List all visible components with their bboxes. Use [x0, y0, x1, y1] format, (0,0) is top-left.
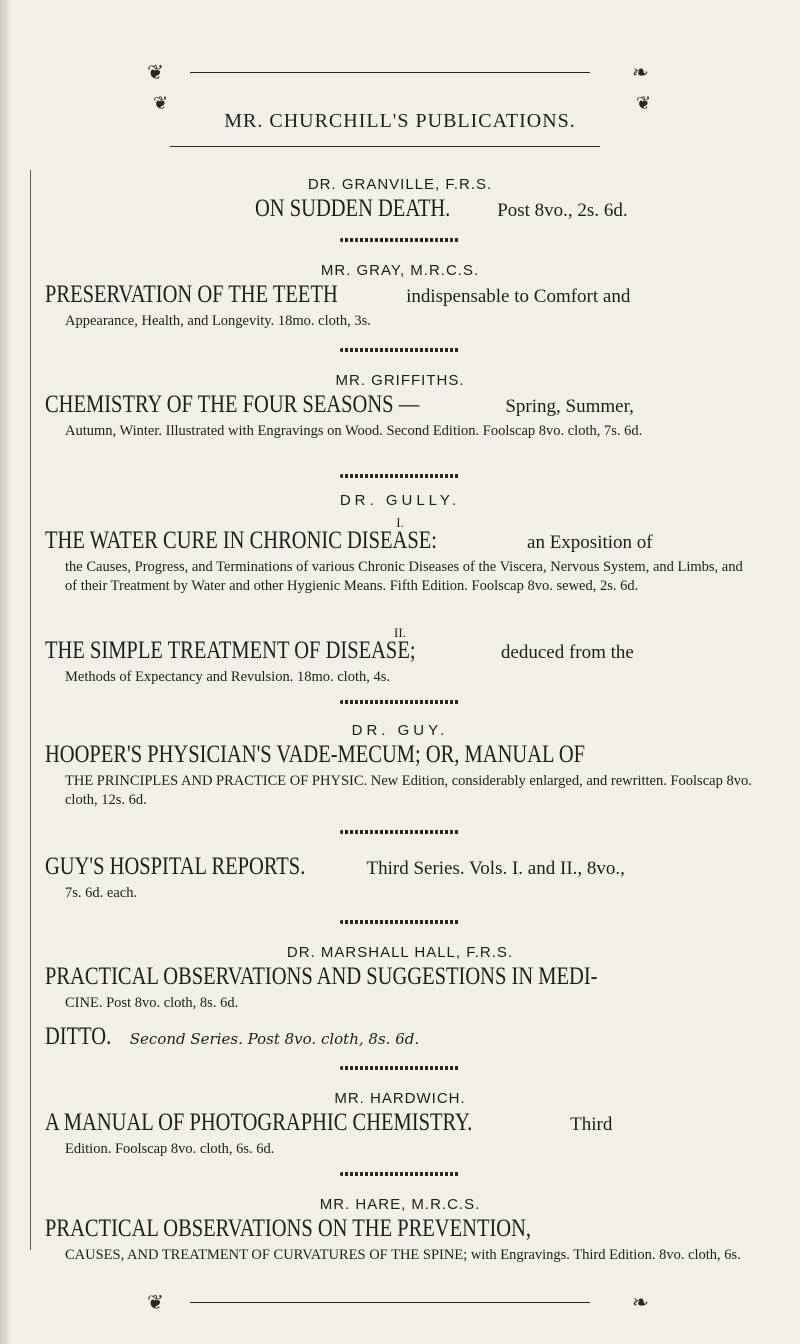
page-gutter: [0, 0, 10, 1344]
book-description: the Causes, Progress, and Terminations of various Chronic Diseases of the Viscera, Nervous System, and Limbs, and of their Treatment by Water and other Hygienic Means. Fifth Edition. Foolscap 8vo. sewed, 2s. 6d.: [65, 559, 743, 594]
separator: [340, 1172, 460, 1176]
separator: [340, 474, 460, 478]
book-tail: Second Series. Post 8vo. cloth, 8s. 6d.: [129, 1030, 420, 1048]
book-tail: Spring, Summer,: [505, 396, 634, 417]
book-tail: Third: [570, 1114, 613, 1135]
separator: [340, 348, 460, 352]
book-title: CHEMISTRY OF THE FOUR SEASONS —: [45, 391, 420, 418]
running-head: MR. CHURCHILL'S PUBLICATIONS.: [224, 110, 576, 132]
book-title: THE SIMPLE TREATMENT OF DISEASE;: [45, 637, 416, 664]
author-heading: MR. HARE, M.R.C.S.: [319, 1196, 481, 1213]
section-numeral: II.: [394, 625, 406, 640]
book-tail: an Exposition of: [527, 532, 653, 553]
book-entry: [45, 526, 757, 596]
author-heading: MR. HARDWICH.: [334, 1090, 466, 1107]
separator: [340, 1066, 460, 1070]
book-title: ON SUDDEN DEATH.: [255, 195, 451, 222]
author-heading: MR. GRAY, M.R.C.S.: [320, 262, 480, 279]
book-entry: [45, 852, 757, 903]
book-description: Edition. Foolscap 8vo. cloth, 6s. 6d.: [65, 1141, 275, 1157]
book-title: PRESERVATION OF THE TEETH: [45, 281, 338, 308]
author-heading: DR. GRANVILLE, F.R.S.: [307, 176, 493, 193]
side-flourish-icon: ❦: [636, 93, 652, 114]
book-title: THE WATER CURE IN CHRONIC DISEASE:: [45, 527, 437, 554]
book-tail: Third Series. Vols. I. and II., 8vo.,: [366, 858, 625, 879]
book-description: 7s. 6d. each.: [65, 885, 138, 901]
book-title: GUY'S HOSPITAL REPORTS.: [45, 853, 306, 880]
book-entry: [45, 280, 757, 331]
book-title: DITTO.: [45, 1023, 112, 1050]
separator: [340, 238, 460, 242]
gutter-line: [30, 170, 31, 1250]
book-entry: [45, 390, 757, 441]
book-entry: [45, 636, 757, 687]
top-rule: [190, 72, 590, 73]
book-title: HOOPER'S PHYSICIAN'S VADE-MECUM; OR, MANUAL OF: [45, 741, 586, 768]
book-entry: [45, 194, 757, 224]
book-description: CINE. Post 8vo. cloth, 8s. 6d.: [65, 995, 239, 1011]
author-heading: DR. GULLY.: [339, 492, 461, 509]
book-entry: [45, 1108, 757, 1159]
corner-flourish-icon: ❦: [147, 1290, 164, 1314]
book-entry: [45, 740, 757, 810]
book-entry: [45, 962, 757, 1013]
separator: [340, 920, 460, 924]
author-heading: DR. MARSHALL HALL, F.R.S.: [286, 944, 514, 961]
author-heading: MR. GRIFFITHS.: [335, 372, 465, 389]
book-description: Appearance, Health, and Longevity. 18mo. cloth, 3s.: [65, 313, 371, 329]
book-description: THE PRINCIPLES AND PRACTICE OF PHYSIC. New Edition, considerably enlarged, and rewritten. Foolscap 8vo. cloth, 12s. 6d.: [65, 773, 752, 808]
book-tail: Post 8vo., 2s. 6d.: [497, 200, 628, 221]
book-description: Methods of Expectancy and Revulsion. 18mo. cloth, 4s.: [65, 669, 390, 685]
book-entry: [45, 1022, 757, 1052]
bottom-rule: [190, 1302, 590, 1303]
book-description: Autumn, Winter. Illustrated with Engravings on Wood. Second Edition. Foolscap 8vo. cloth, 7s. 6d.: [65, 423, 643, 439]
book-tail: indispensable to Comfort and: [406, 286, 631, 307]
book-title: PRACTICAL OBSERVATIONS AND SUGGESTIONS IN MEDI-: [45, 963, 598, 990]
separator: [340, 700, 460, 704]
author-heading: DR. GUY.: [351, 722, 449, 739]
book-title: PRACTICAL OBSERVATIONS ON THE PREVENTION,: [45, 1215, 532, 1242]
section-numeral: I.: [396, 515, 404, 530]
header-rule: [170, 146, 600, 147]
corner-flourish-icon: ❦: [147, 60, 164, 84]
corner-flourish-icon: ❧: [632, 1290, 649, 1314]
book-entry: [45, 1214, 757, 1265]
side-flourish-icon: ❦: [153, 93, 169, 114]
book-tail: deduced from the: [500, 642, 634, 663]
book-title: A MANUAL OF PHOTOGRAPHIC CHEMISTRY.: [45, 1109, 473, 1136]
corner-flourish-icon: ❧: [632, 60, 649, 84]
separator: [340, 830, 460, 834]
book-description: CAUSES, AND TREATMENT OF CURVATURES OF THE SPINE; with Engravings. Third Edition. 8vo. cloth, 6s.: [65, 1247, 741, 1263]
